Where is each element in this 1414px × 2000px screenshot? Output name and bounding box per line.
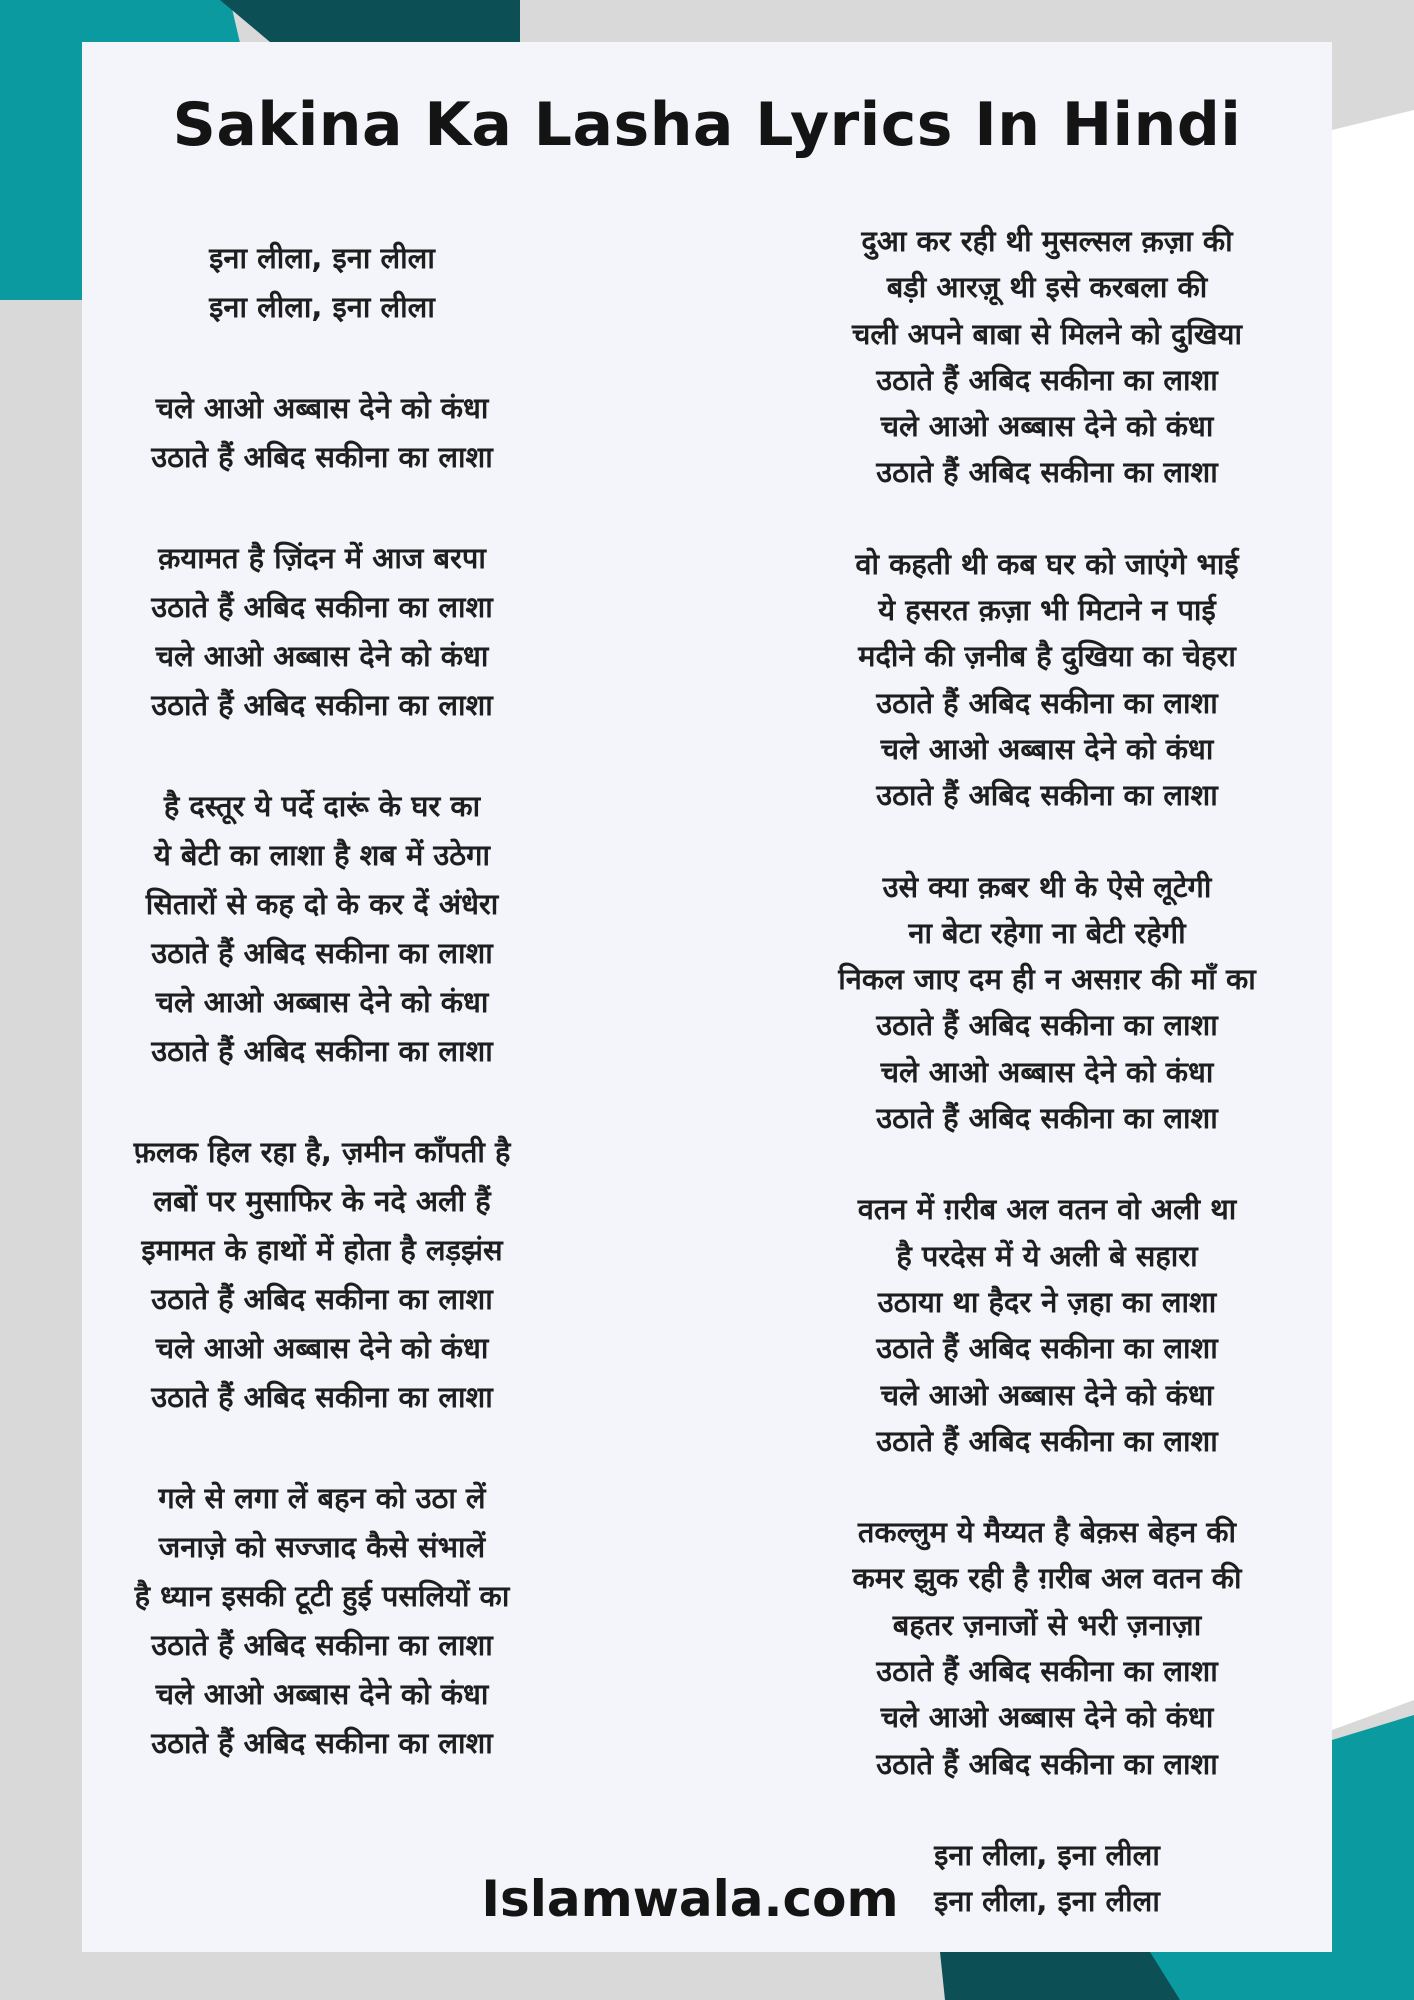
lyrics-line: इमामत के हाथों में होता है लड़झंस [141, 1233, 503, 1267]
lyrics-stanza [92, 234, 552, 332]
lyrics-line: उठाते हैं अबिद सकीना का लाशा [876, 362, 1218, 397]
lyrics-card [82, 42, 1332, 1952]
site-watermark: Islamwala.com [481, 1870, 899, 1928]
lyrics-line: चले आओ अब्बास देने को कंधा [880, 731, 1214, 766]
lyrics-line: चले आओ अब्बास देने को कंधा [880, 1054, 1214, 1089]
lyrics-line: लबों पर मुसाफिर के नदे अली हैं [153, 1184, 491, 1218]
lyrics-line: उठाते हैं अबिद सकीना का लाशा [876, 685, 1218, 720]
lyrics-line: सितारों से कह दो के कर दें अंधेरा [145, 887, 499, 921]
lyrics-line: चले आओ अब्बास देने को कंधा [155, 985, 489, 1019]
lyrics-line: उठाते हैं अबिद सकीना का लाशा [151, 590, 493, 624]
lyrics-line: उठाते हैं अबिद सकीना का लाशा [151, 1726, 493, 1760]
lyrics-line: चले आओ अब्बास देने को कंधा [155, 1677, 489, 1711]
lyrics-line: उसे क्या क़बर थी के ऐसे लूटेगी [882, 869, 1212, 904]
lyrics-line: चले आओ अब्बास देने को कंधा [155, 639, 489, 673]
lyrics-line: उठाते हैं अबिद सकीना का लाशा [151, 1380, 493, 1414]
lyrics-line: उठाते हैं अबिद सकीना का लाशा [876, 455, 1218, 490]
left-lyrics-column [92, 234, 552, 1768]
lyrics-stanza [772, 864, 1322, 1142]
lyrics-line: गले से लगा लें बहन को उठा लें [158, 1481, 486, 1515]
lyrics-line: है दस्तूर ये पर्दे दारूं के घर का [163, 789, 481, 823]
lyrics-line: ये हसरत क़ज़ा भी मिटाने न पाई [878, 593, 1216, 628]
lyrics-line: बहतर ज़नाजों से भरी ज़नाज़ा [892, 1607, 1202, 1642]
lyrics-line: उठाते हैं अबिद सकीना का लाशा [151, 1034, 493, 1068]
lyrics-stanza [92, 1474, 552, 1768]
lyrics-stanza [92, 534, 552, 730]
lyrics-line: वतन में ग़रीब अल वतन वो अली था [857, 1192, 1237, 1227]
lyrics-line: वो कहती थी कब घर को जाएंगे भाई [855, 546, 1239, 581]
lyrics-line: उठाते हैं अबिद सकीना का लाशा [876, 1331, 1218, 1366]
lyrics-line: चली अपने बाबा से मिलने को दुखिया [852, 316, 1242, 351]
lyrics-line: कमर झुक रही है ग़रीब अल वतन की [852, 1561, 1242, 1596]
lyrics-line: ये बेटी का लाशा है शब में उठेगा [154, 838, 490, 872]
lyrics-line: उठाते हैं अबिद सकीना का लाशा [876, 1101, 1218, 1136]
lyrics-line: उठाते हैं अबिद सकीना का लाशा [876, 778, 1218, 813]
lyrics-line: इना लीला, इना लीला [209, 290, 435, 324]
lyrics-line: उठाते हैं अबिद सकीना का लाशा [151, 1628, 493, 1662]
lyrics-line: इना लीला, इना लीला [209, 241, 435, 275]
page-title: Sakina Ka Lasha Lyrics In Hindi [172, 90, 1242, 160]
lyrics-line: है परदेस में ये अली बे सहारा [896, 1238, 1198, 1273]
lyrics-stanza [772, 218, 1322, 496]
lyrics-line: चले आओ अब्बास देने को कंधा [155, 1331, 489, 1365]
lyrics-stanza [92, 1128, 552, 1422]
lyrics-line: चले आओ अब्बास देने को कंधा [880, 1700, 1214, 1735]
lyrics-line: इना लीला, इना लीला [934, 1837, 1160, 1872]
lyrics-line: उठाते हैं अबिद सकीना का लाशा [876, 1423, 1218, 1458]
lyrics-line: निकल जाए दम ही न असग़र की माँ का [838, 962, 1256, 997]
lyrics-line: चले आओ अब्बास देने को कंधा [155, 391, 489, 425]
lyrics-stanza [92, 782, 552, 1076]
lyrics-line: ना बेटा रहेगा ना बेटी रहेगी [908, 915, 1186, 950]
bottom-dark-teal-shape [940, 1952, 1180, 2000]
lyrics-stanza [92, 384, 552, 482]
lyrics-line: उठाते हैं अबिद सकीना का लाशा [151, 1282, 493, 1316]
lyrics-line: है ध्यान इसकी टूटी हुई पसलियों का [134, 1579, 510, 1613]
lyrics-line: क़यामत है ज़िंदन में आज बरपा [158, 541, 486, 575]
right-lyrics-column [772, 218, 1322, 1925]
lyrics-stanza [772, 1509, 1322, 1787]
lyrics-line: उठाते हैं अबिद सकीना का लाशा [151, 688, 493, 722]
lyrics-line: उठाते हैं अबिद सकीना का लाशा [151, 440, 493, 474]
lyrics-line: इना लीला, इना लीला [934, 1884, 1160, 1919]
lyrics-line: उठाते हैं अबिद सकीना का लाशा [876, 1654, 1218, 1689]
lyrics-line: बड़ी आरज़ू थी इसे करबला की [886, 270, 1208, 305]
lyrics-line: मदीने की ज़नीब है दुखिया का चेहरा [858, 639, 1236, 674]
lyrics-line: उठाते हैं अबिद सकीना का लाशा [876, 1746, 1218, 1781]
right-white-band [1332, 110, 1414, 1730]
lyrics-stanza [772, 1186, 1322, 1464]
lyrics-stanza [772, 541, 1322, 819]
lyrics-line: चले आओ अब्बास देने को कंधा [880, 1377, 1214, 1412]
top-dark-teal-shape [220, 0, 520, 42]
lyrics-line: फ़लक हिल रहा है, ज़मीन काँपती है [133, 1135, 511, 1169]
lyrics-line: जनाज़े को सज्जाद कैसे संभालें [158, 1530, 486, 1564]
lyrics-line: चले आओ अब्बास देने को कंधा [880, 409, 1214, 444]
lyrics-line: उठाया था हैदर ने ज़हा का लाशा [877, 1284, 1217, 1319]
lyrics-line: दुआ कर रही थी मुसल्सल क़ज़ा की [861, 224, 1233, 258]
lyrics-line: उठाते हैं अबिद सकीना का लाशा [876, 1008, 1218, 1043]
lyrics-line: तकल्लुम ये मैय्यत है बेक़स बेहन की [857, 1515, 1237, 1550]
lyrics-line: उठाते हैं अबिद सकीना का लाशा [151, 936, 493, 970]
